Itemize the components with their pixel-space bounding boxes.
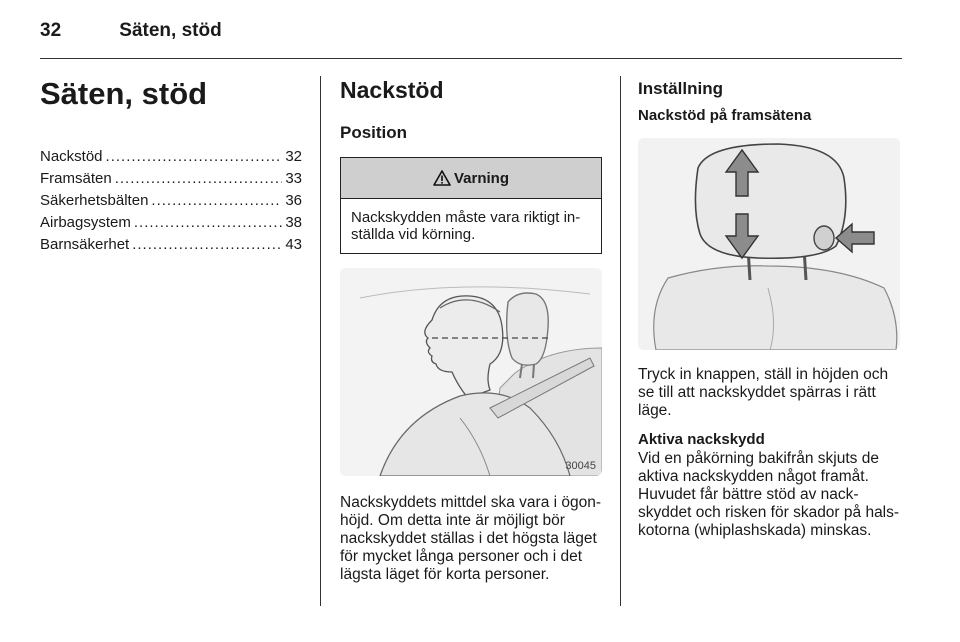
toc-item-barnsakerhet[interactable]: Barnsäkerhet ..... 43: [40, 234, 302, 256]
toc-item-airbagsystem[interactable]: Airbagsystem ..... 38: [40, 212, 302, 234]
driver-headrest-image: [340, 268, 602, 476]
warning-header: [341, 158, 601, 199]
warning-triangle-icon: [433, 170, 451, 186]
figure-number: 30045: [565, 460, 596, 472]
chapter-title: Säten, stöd: [40, 76, 208, 111]
position-body-text: Nackskyddets mittdel ska vara i ögon-höjd. Om detta inte är möjligt bör nackskyddet ställas i det högsta läget för mycket långa personer och i det lägsta läget för korta personer.: [340, 494, 602, 583]
section-heading-installning: Inställning: [638, 79, 723, 98]
table-of-contents: [40, 146, 302, 256]
middle-column: [340, 76, 602, 584]
right-column: [638, 78, 902, 540]
toc-item-framsaten[interactable]: Framsäten ..... 33: [40, 168, 302, 190]
section-heading-nackstod: Nackstöd: [340, 77, 444, 103]
headrest-adjust-image: [638, 138, 900, 350]
adjust-body-text: Tryck in knappen, ställ in höjden och se till att nackskyddet spärras i rätt läge.: [638, 366, 889, 419]
warning-text: Nackskydden måste vara riktigt in-ställda vid körning.: [351, 209, 581, 243]
headrest-position-illustration: [340, 268, 602, 476]
subheading-active-headrest: Aktiva nackskydd: [638, 431, 765, 448]
active-headrest-body-text: Vid en påkörning bakifrån skjuts de aktiva nackskydden något framåt. Huvudet får bättre stöd av nack-skyddet och risken för skador på hals-kotorna (whiplashskada) minskas.: [638, 450, 900, 539]
subheading-position: Position: [340, 123, 408, 142]
headrest-adjust-illustration: [638, 138, 900, 350]
header-title: Säten, stöd: [119, 20, 222, 41]
subheading-front-headrest: Nackstöd på framsätena: [638, 107, 812, 124]
warning-box: [340, 157, 602, 254]
column-divider-1: [320, 76, 321, 606]
left-column: [40, 76, 302, 256]
warning-title: Varning: [453, 169, 509, 187]
page-header: [40, 20, 222, 42]
page-number: 32: [40, 20, 62, 41]
column-divider-2: [620, 76, 621, 606]
toc-item-nackstod[interactable]: Nackstöd ..... 32: [40, 146, 302, 168]
toc-item-sakerhetsbalten[interactable]: Säkerhetsbälten ..... 36: [40, 190, 302, 212]
header-rule: [40, 58, 902, 59]
